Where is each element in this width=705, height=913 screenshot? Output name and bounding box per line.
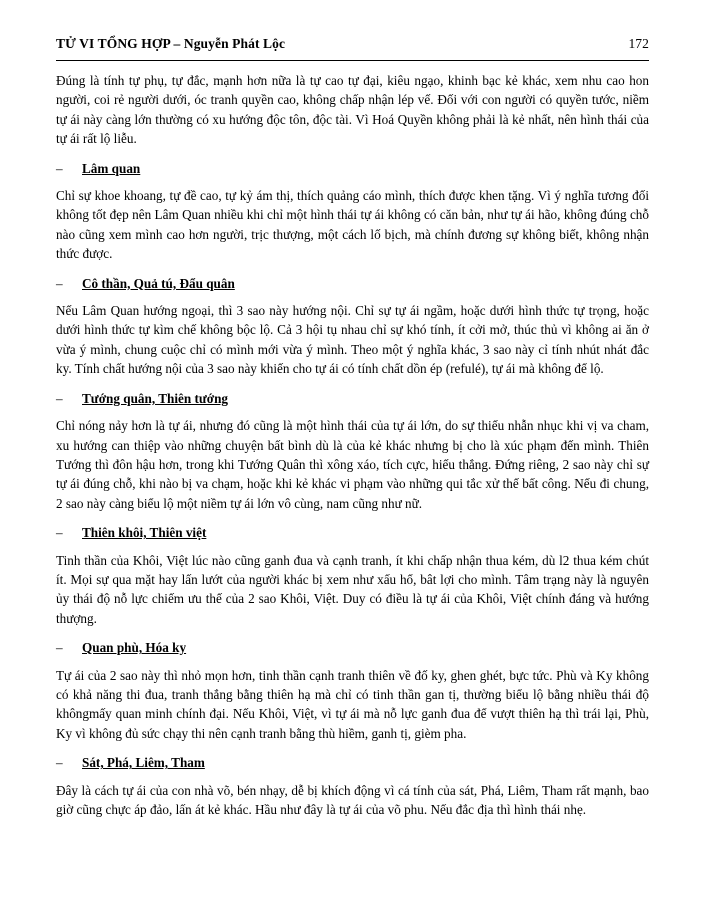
section-heading-lam-quan: [56, 159, 649, 178]
section-title: Cô thần, Quả tú, Đẩu quân: [82, 275, 235, 291]
page-number: 172: [628, 36, 649, 51]
header-title: TỬ VI TỔNG HỢP – Nguyễn Phát Lộc: [56, 36, 286, 51]
dash-bullet-icon: –: [56, 525, 63, 541]
section-heading-thien-khoi-thien-viet: [56, 523, 649, 542]
section-heading-sat-pha-liem-tham: [56, 753, 649, 772]
section-paragraph: Đây là cách tự ái của con nhà võ, bén nhạy, dễ bị khích động vì cá tính của sát, Phá, Liêm, Tham rất mạnh, bao giờ cũng chực áp đảo, lấn át kẻ khác. Hầu như đây là tự ái của võ phu. Nếu đắc địa thì hình thái nhẹ.: [56, 782, 649, 817]
dash-bullet-icon: –: [56, 390, 63, 406]
dash-bullet-icon: –: [56, 275, 63, 291]
dash-bullet-icon: –: [56, 160, 63, 176]
section-paragraph: Nếu Lâm Quan hướng ngoại, thì 3 sao này hướng nội. Chỉ sự tự ái ngầm, hoặc dưới hình thức tự trọng, hoặc dưới hình thức tự kìm chế không bộc lộ. Cả 3 hội tụ nhau chỉ sự khó tính, ít cởi mở, thúc thủ vì không ai ăn ở vừa ý mình, chung cuộc chỉ có mình mới vừa ý mình. Theo một ý nghĩa khác, 3 sao này cỉ tính nhút nhát đắc ky. Tính chất hướng nội của 3 sao này khiến cho tự ái có tính chất dồn ép (refulé), tự ái mà không để lộ.: [56, 303, 649, 377]
section-heading-quan-phu-hoa-ky: [56, 638, 649, 657]
dash-bullet-icon: –: [56, 755, 63, 771]
header-divider: [56, 60, 649, 61]
section-title: Sát, Phá, Liêm, Tham: [82, 755, 205, 771]
dash-bullet-icon: –: [56, 640, 63, 656]
section-title: Thiên khôi, Thiên việt: [82, 525, 207, 541]
section-paragraph: Tinh thần của Khôi, Việt lúc nào cũng ganh đua và cạnh tranh, ít khi chấp nhận thua kém, dù l2 thua kém chút ít. Mọi sự qua mặt hay lấn lướt của người khác bị xem như xấu hổ, bât lợi cho mình. Tâm trạng này là nguyên ủy thái độ nỗ lực chiếm ưu thế của 2 sao Khôi, Việt. Duy có điều là tự ái của Khôi, Việt chính đáng và hướng thượng.: [56, 552, 649, 626]
intro-paragraph: Đúng là tính tự phụ, tự đắc, mạnh hơn nữa là tự cao tự đại, kiêu ngạo, khinh bạc kẻ khác, xem nhu cao hon người, coi rẻ người dưới, óc tranh quyền cao, không chấp nhận lép vế. Đối với con người có quyền tước, niềm tự ái này càng lớn thường có xu hướng độc tôn, độc tài. Vì Hoá Quyền không phải là kẻ nhất, nên hình thái của tự ái rất lộ liễu.: [56, 73, 649, 147]
section-title: Quan phù, Hóa ky: [82, 640, 187, 656]
page-header: [56, 36, 649, 52]
section-title: Tướng quân, Thiên tướng: [82, 390, 229, 406]
section-paragraph: Tự ái của 2 sao này thì nhỏ mọn hơn, tinh thần cạnh tranh thiên về đố ky, ghen ghét, bực tức. Phù và Ky không có khả năng thi đua, tranh thắng bằng thiên hạ mà chỉ có tinh thần gan tị, thường biểu lộ bằng nhiều thái độ khôngmấy quan minh chính đại. Nếu Khôi, Việt, vì tự ái mà nỗ lực ganh đua để vượt thiên hạ thì trái lại, Phù, Ky vì không đủ sức chạy thi nên cạnh tranh bằng thù hiềm, ganh tị, gièm pha.: [56, 667, 649, 741]
section-heading-co-than-qua-tu-dau-quan: [56, 274, 649, 293]
section-title: Lâm quan: [82, 160, 141, 176]
section-paragraph: Chỉ nóng nảy hơn là tự ái, nhưng đó cũng là một hình thái của tự ái lớn, do sự thiếu nhẫn nhục khi vị va cham, xu hướng can thiệp vào những chuyện bất bình dù là của kẻ khác nhưng bị cho là xúc phạm đến mình. Thiên Tướng thì đôn hậu hơn, trong khi Tướng Quân thì xông xáo, tích cực, hiếu thắng. Đứng riêng, 2 sao này chỉ sự tự ái đúng chỗ, khi nào bị va chạm, hoặc khi kẻ khác vi phạm vào những qui tắc xử thế bất công. Nếu đi chung, 2 sao này càng biểu lộ một niềm tự ái lớn vô cùng, nam cũng như nữ.: [56, 418, 649, 511]
section-heading-tuong-quan-thien-tuong: [56, 389, 649, 408]
section-paragraph: Chỉ sự khoe khoang, tự đề cao, tự kỷ ám thị, thích quảng cáo mình, thích được khen tặng. Vì ý nghĩa tương đối không tốt đẹp nên Lâm Quan nhiều khi chỉ một hình thái tự ái không có căn bản, như tự ái hão, không đúng chỗ nào cũng xem mình cao hơn người, trịc thượng, một cách lố bịch, mà chính đương sự không biết, không nhận thức được.: [56, 188, 649, 262]
